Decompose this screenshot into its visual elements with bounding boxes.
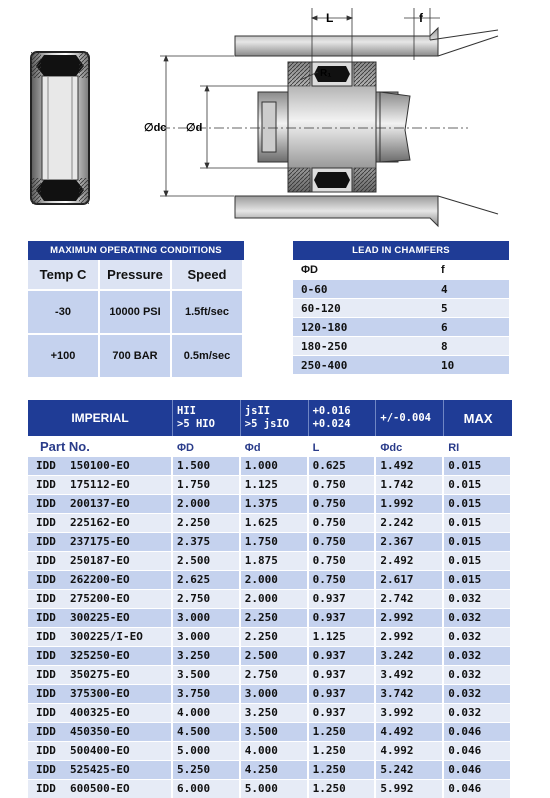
cell-L: 0.937 [309, 685, 377, 703]
cell-dc: 5.992 [376, 780, 444, 798]
part-prefix: IDD [36, 687, 56, 700]
part-number-cell [28, 780, 173, 798]
cell-L: 0.750 [309, 552, 377, 570]
label-f: f [419, 11, 423, 25]
part-number-cell [28, 457, 173, 475]
op-cell: 10000 PSI [100, 291, 172, 335]
subheader-dc: Φdc [380, 442, 403, 454]
cell-dc: 3.242 [376, 647, 444, 665]
cell-d: 2.250 [241, 628, 309, 646]
cell-D: 5.250 [173, 761, 241, 779]
op-cell: +100 [28, 335, 100, 379]
lead-range: 0-60 [301, 282, 328, 296]
cell-dc: 1.742 [376, 476, 444, 494]
part-number-cell [28, 495, 173, 513]
lead-range: 180-250 [301, 339, 348, 353]
part-prefix: IDD [36, 611, 56, 624]
cell-L: 0.750 [309, 476, 377, 494]
cell-R1: 0.032 [444, 685, 512, 703]
cell-D: 2.500 [173, 552, 241, 570]
cell-L: 1.250 [309, 742, 377, 760]
part-number: 375300-EO [70, 687, 130, 700]
table-row [28, 570, 512, 589]
subheader-part-no: Part No. [40, 439, 90, 454]
part-prefix: IDD [36, 516, 56, 529]
cell-L: 0.625 [309, 457, 377, 475]
op-header-temp: Temp C [28, 260, 100, 291]
header-imperial: IMPERIAL [28, 400, 173, 436]
part-number-cell [28, 647, 173, 665]
part-prefix: IDD [36, 459, 56, 472]
part-number: 350275-EO [70, 668, 130, 681]
cell-dc: 3.492 [376, 666, 444, 684]
cell-dc: 2.742 [376, 590, 444, 608]
part-number: 400325-EO [70, 706, 130, 719]
part-prefix: IDD [36, 554, 56, 567]
part-number-cell [28, 742, 173, 760]
lead-f: 4 [441, 282, 448, 296]
table-row [28, 627, 512, 646]
part-prefix: IDD [36, 744, 56, 757]
cell-dc: 2.617 [376, 571, 444, 589]
cell-dc: 4.992 [376, 742, 444, 760]
part-number-cell [28, 571, 173, 589]
header-D-tol-2: >5 HIO [177, 418, 215, 430]
op-cell: 1.5ft/sec [172, 291, 244, 335]
cell-L: 1.125 [309, 628, 377, 646]
lead-row [293, 279, 509, 298]
part-number: 237175-EO [70, 535, 130, 548]
part-number: 450350-EO [70, 725, 130, 738]
cell-d: 2.000 [241, 571, 309, 589]
label-d: ∅d [186, 122, 203, 134]
table-row [28, 703, 512, 722]
lead-row [293, 355, 509, 374]
header-L-tol-2: +0.024 [312, 418, 351, 430]
cell-R1: 0.015 [444, 533, 512, 551]
cell-R1: 0.015 [444, 495, 512, 513]
part-number-cell [28, 552, 173, 570]
cell-d: 4.250 [241, 761, 309, 779]
cell-D: 3.500 [173, 666, 241, 684]
lead-in-chamfers-table [293, 241, 509, 374]
part-number-cell [28, 628, 173, 646]
cell-d: 2.750 [241, 666, 309, 684]
table-row [28, 532, 512, 551]
cell-R1: 0.032 [444, 666, 512, 684]
header-D-tol-1: HII [177, 405, 196, 417]
header-max: MAX [463, 410, 493, 426]
label-R1: R₁ [320, 68, 332, 79]
cell-d: 1.125 [241, 476, 309, 494]
operating-conditions-title: MAXIMUN OPERATING CONDITIONS [28, 241, 244, 260]
lead-header-diameter: ΦD [301, 263, 318, 276]
operating-conditions-table [28, 241, 244, 379]
cell-d: 3.000 [241, 685, 309, 703]
imperial-dimensions-table [28, 400, 512, 798]
part-number-cell [28, 704, 173, 722]
part-number-cell [28, 609, 173, 627]
cell-D: 2.250 [173, 514, 241, 532]
part-number: 150100-EO [70, 459, 130, 472]
op-header-pressure: Pressure [100, 260, 172, 291]
part-number: 300225/I-EO [70, 630, 143, 643]
table-row [28, 513, 512, 532]
op-cell: 700 BAR [100, 335, 172, 379]
part-number-cell [28, 476, 173, 494]
label-L: L [326, 11, 334, 25]
lead-f: 10 [441, 358, 455, 372]
cell-L: 0.937 [309, 704, 377, 722]
cell-L: 1.250 [309, 761, 377, 779]
part-number: 525425-EO [70, 763, 130, 776]
part-number-cell [28, 761, 173, 779]
op-header-speed: Speed [172, 260, 244, 291]
cell-D: 2.625 [173, 571, 241, 589]
part-number: 275200-EO [70, 592, 130, 605]
cell-R1: 0.015 [444, 571, 512, 589]
table-row [28, 589, 512, 608]
part-number-cell [28, 590, 173, 608]
lead-in-chamfers-title: LEAD IN CHAMFERS [293, 241, 509, 260]
table-row [28, 475, 512, 494]
cell-D: 2.375 [173, 533, 241, 551]
table-body [28, 456, 512, 798]
cell-D: 4.000 [173, 704, 241, 722]
cell-dc: 3.742 [376, 685, 444, 703]
seal-cross-section-drawing [0, 0, 550, 236]
part-number: 300225-EO [70, 611, 130, 624]
cell-D: 1.750 [173, 476, 241, 494]
seal-ring-side-view [31, 52, 89, 204]
cell-L: 0.750 [309, 514, 377, 532]
cell-D: 3.250 [173, 647, 241, 665]
cell-dc: 5.242 [376, 761, 444, 779]
cell-d: 1.875 [241, 552, 309, 570]
cell-R1: 0.046 [444, 742, 512, 760]
cell-R1: 0.032 [444, 609, 512, 627]
subheader-L: L [312, 442, 320, 454]
lead-f: 6 [441, 320, 448, 334]
cell-R1: 0.046 [444, 761, 512, 779]
cell-L: 1.250 [309, 723, 377, 741]
cell-dc: 1.492 [376, 457, 444, 475]
part-number: 325250-EO [70, 649, 130, 662]
cell-d: 1.625 [241, 514, 309, 532]
subheader-R1: RI [448, 442, 460, 454]
part-prefix: IDD [36, 782, 56, 795]
part-prefix: IDD [36, 668, 56, 681]
lead-range: 120-180 [301, 320, 348, 334]
table-row [28, 779, 512, 798]
header-L-tol-1: +0.016 [312, 405, 351, 417]
cell-R1: 0.032 [444, 628, 512, 646]
cell-R1: 0.046 [444, 723, 512, 741]
cell-dc: 2.367 [376, 533, 444, 551]
cell-R1: 0.032 [444, 590, 512, 608]
table-row [28, 684, 512, 703]
part-prefix: IDD [36, 706, 56, 719]
cell-L: 0.937 [309, 609, 377, 627]
table-row [28, 741, 512, 760]
piston-with-seals [288, 62, 376, 192]
cell-D: 2.000 [173, 495, 241, 513]
header-d-tol-1: jsII [244, 405, 271, 417]
lead-row [293, 317, 509, 336]
lead-range: 250-400 [301, 358, 348, 372]
header-L-tolerance [309, 400, 377, 436]
cell-R1: 0.015 [444, 514, 512, 532]
cell-d: 1.750 [241, 533, 309, 551]
cell-R1: 0.015 [444, 476, 512, 494]
cell-L: 1.250 [309, 780, 377, 798]
cell-D: 6.000 [173, 780, 241, 798]
part-number: 250187-EO [70, 554, 130, 567]
lead-range: 60-120 [301, 301, 341, 315]
cell-L: 0.750 [309, 571, 377, 589]
cell-d: 3.500 [241, 723, 309, 741]
part-prefix: IDD [36, 573, 56, 586]
cell-D: 3.000 [173, 609, 241, 627]
subheader-D: ΦD [177, 442, 194, 454]
cell-d: 3.250 [241, 704, 309, 722]
cell-L: 0.937 [309, 647, 377, 665]
cell-R1: 0.046 [444, 780, 512, 798]
cell-D: 3.750 [173, 685, 241, 703]
part-prefix: IDD [36, 478, 56, 491]
cell-D: 5.000 [173, 742, 241, 760]
table-header [28, 400, 512, 436]
table-row [28, 665, 512, 684]
cell-d: 2.500 [241, 647, 309, 665]
subheader-d: Φd [244, 442, 261, 454]
cell-dc: 2.992 [376, 628, 444, 646]
cell-D: 2.750 [173, 590, 241, 608]
table-row [28, 551, 512, 570]
part-number-cell [28, 723, 173, 741]
table-row [28, 646, 512, 665]
cell-dc: 2.992 [376, 609, 444, 627]
cell-dc: 2.492 [376, 552, 444, 570]
part-number: 225162-EO [70, 516, 130, 529]
part-number: 200137-EO [70, 497, 130, 510]
cell-L: 0.750 [309, 495, 377, 513]
op-cell: 0.5m/sec [172, 335, 244, 379]
cell-R1: 0.032 [444, 647, 512, 665]
cell-d: 1.375 [241, 495, 309, 513]
cell-dc: 4.492 [376, 723, 444, 741]
cell-D: 4.500 [173, 723, 241, 741]
part-number: 175112-EO [70, 478, 130, 491]
part-number-cell [28, 685, 173, 703]
cell-d: 5.000 [241, 780, 309, 798]
cell-L: 0.750 [309, 533, 377, 551]
table-subheader [28, 436, 512, 456]
cell-d: 4.000 [241, 742, 309, 760]
lead-f: 5 [441, 301, 448, 315]
cell-R1: 0.032 [444, 704, 512, 722]
part-number-cell [28, 514, 173, 532]
part-prefix: IDD [36, 535, 56, 548]
cell-d: 2.000 [241, 590, 309, 608]
table-row [28, 760, 512, 779]
part-prefix: IDD [36, 497, 56, 510]
part-prefix: IDD [36, 630, 56, 643]
header-dc-tolerance: +/-0.004 [376, 400, 444, 436]
label-dc: ∅dc [144, 122, 167, 134]
lead-header-f: f [441, 263, 445, 276]
cell-L: 0.937 [309, 590, 377, 608]
part-number: 500400-EO [70, 744, 130, 757]
part-prefix: IDD [36, 763, 56, 776]
cell-dc: 1.992 [376, 495, 444, 513]
part-number: 600500-EO [70, 782, 130, 795]
cell-dc: 2.242 [376, 514, 444, 532]
cell-L: 0.937 [309, 666, 377, 684]
header-d-tolerance [241, 400, 309, 436]
table-row [28, 456, 512, 475]
cell-D: 1.500 [173, 457, 241, 475]
cell-dc: 3.992 [376, 704, 444, 722]
lead-row [293, 298, 509, 317]
cell-R1: 0.015 [444, 457, 512, 475]
header-d-tol-2: >5 jsIO [244, 418, 290, 430]
table-row [28, 722, 512, 741]
table-row [28, 494, 512, 513]
op-cell: -30 [28, 291, 100, 335]
header-D-tolerance [173, 400, 241, 436]
lead-row [293, 336, 509, 355]
part-prefix: IDD [36, 592, 56, 605]
part-number-cell [28, 666, 173, 684]
cell-R1: 0.015 [444, 552, 512, 570]
part-number: 262200-EO [70, 573, 130, 586]
part-number-cell [28, 533, 173, 551]
lead-f: 8 [441, 339, 448, 353]
part-prefix: IDD [36, 725, 56, 738]
table-row [28, 608, 512, 627]
cell-D: 3.000 [173, 628, 241, 646]
part-prefix: IDD [36, 649, 56, 662]
cell-d: 2.250 [241, 609, 309, 627]
cell-d: 1.000 [241, 457, 309, 475]
